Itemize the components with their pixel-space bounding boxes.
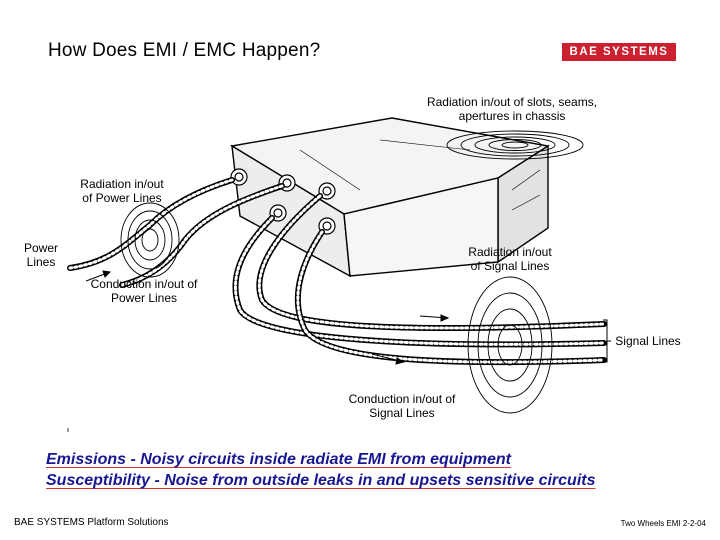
label-power-lines-line2: Lines <box>26 255 56 269</box>
footer-reference: Two Wheels EMI 2-2-04 <box>620 519 706 528</box>
label-power-conduction <box>80 277 208 305</box>
label-signal-rad-line2: of Signal Lines <box>470 259 550 273</box>
label-power-rad-line1: Radiation in/out <box>80 177 164 191</box>
label-power-lines <box>18 241 64 269</box>
label-power-cond-line2: Power Lines <box>110 291 178 305</box>
label-signal-radiation <box>458 245 562 273</box>
bae-systems-logo: BAE SYSTEMS <box>562 43 676 61</box>
susceptibility-caption: Susceptibility - Noise from outside leaks in and upsets sensitive circuits <box>46 472 596 489</box>
label-power-lines-line1: Power <box>23 241 58 255</box>
label-signal-rad-line1: Radiation in/out <box>468 245 552 259</box>
label-power-rad-line2: of Power Lines <box>82 191 162 205</box>
label-signal-cond-line2: Signal Lines <box>369 406 435 420</box>
label-slots-radiation <box>416 95 608 123</box>
slide-title: How Does EMI / EMC Happen? <box>48 40 321 61</box>
label-power-cond-line1: Conduction in/out of <box>90 277 198 291</box>
label-slots-line2: apertures in chassis <box>458 109 566 123</box>
emissions-caption: Emissions - Noisy circuits inside radiate EMI from equipment <box>46 451 511 468</box>
label-signal-conduction <box>338 392 466 420</box>
label-power-radiation <box>66 177 178 205</box>
footer-organization: BAE SYSTEMS Platform Solutions <box>14 517 169 528</box>
label-signal-cond-line1: Conduction in/out of <box>348 392 456 406</box>
label-signal-lines: Signal Lines <box>615 334 681 348</box>
label-slots-line1: Radiation in/out of slots, seams, <box>426 95 598 109</box>
